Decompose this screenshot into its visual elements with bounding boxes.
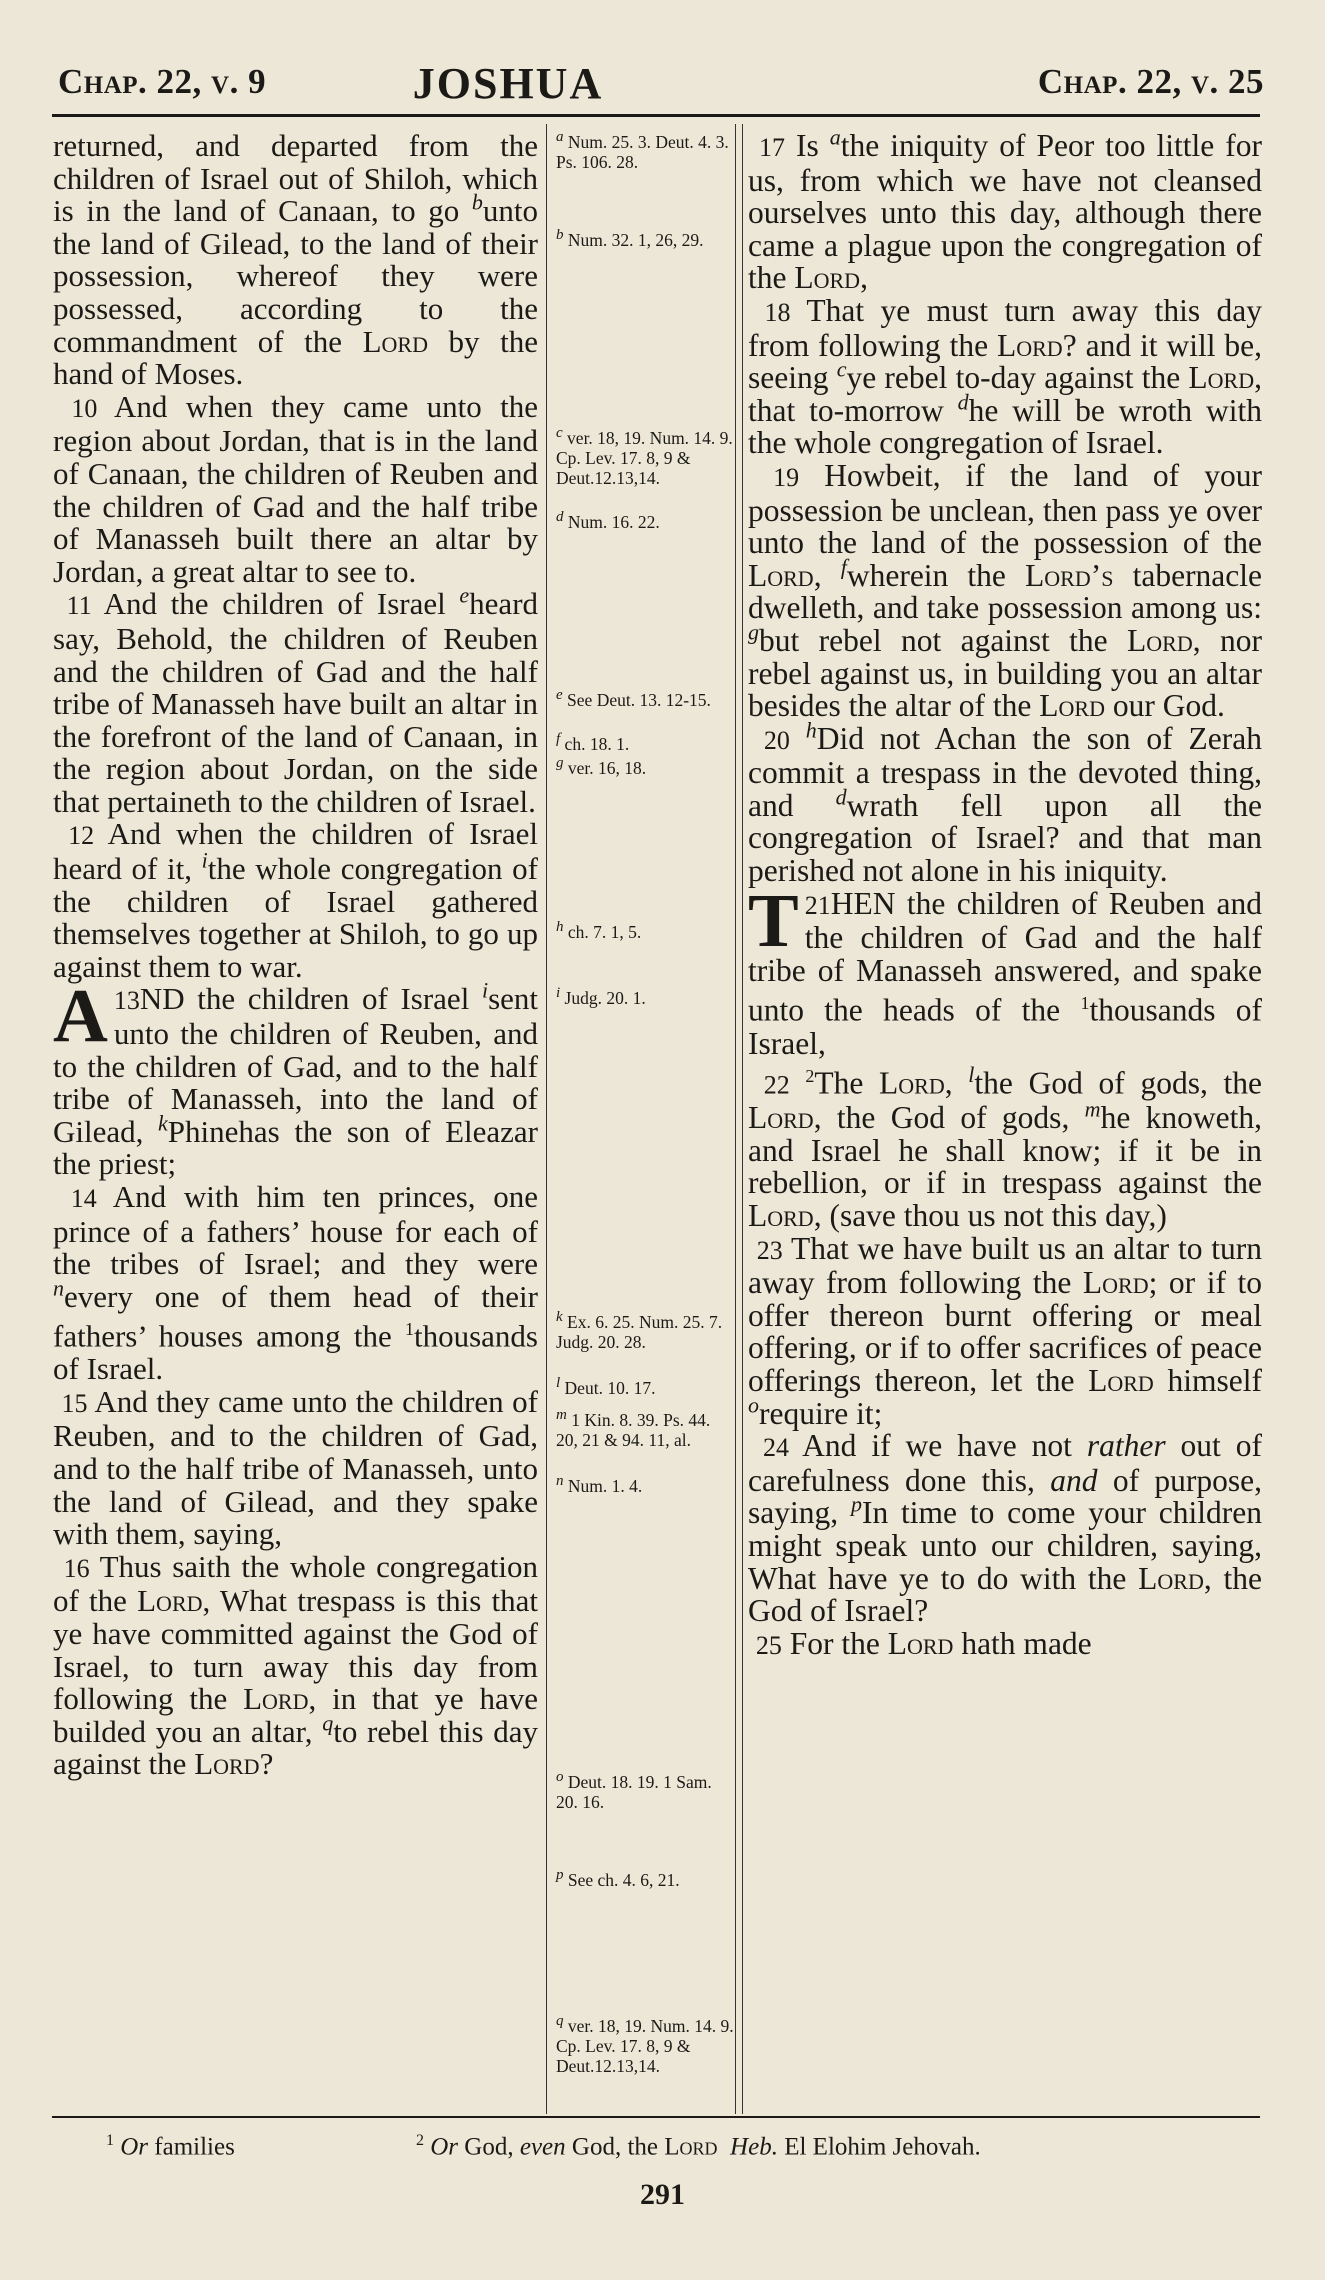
verse-12: 12 And when the children of Israel heard of it, $^i$the whole congregation of the children of Israel gathered themselves together at Shiloh, to go up against them to war. <box>53 816 539 984</box>
running-head <box>58 59 1264 117</box>
verse-22: 22 $^2$The Lord, $^l$the God of gods, the Lord, the God of gods, $^m$he knoweth, and Israel he shall know; if it be in rebellion, or if in trespass against the Lord, (save thou us not this day,) <box>748 1062 1262 1233</box>
drop-cap-t: T <box>748 878 799 963</box>
verse-23: 23 That we have built us an altar to turn away from following the Lord; or if to offer thereon burnt offering or meal offering, or if to offer sacrifices of peace offerings thereon, let the Lord himself $^o$require it; <box>748 1230 1262 1431</box>
drop-cap-a: A <box>53 974 108 1059</box>
ref-d: d Num. 16. 22. <box>556 509 660 532</box>
ref-q: q ver. 18, 19. Num. 14. 9. Cp. Lev. 17. 8, 9 & Deut.12.13,14. <box>556 2013 734 2076</box>
column-rule-right-b <box>742 124 743 2114</box>
verse-15: 15 And they came unto the children of Reuben, and to the children of Gad, and to the half tribe of Manasseh, unto the land of Gilead, and they spake with them, saying, <box>53 1383 538 1552</box>
ref-l: l Deut. 10. 17. <box>556 1375 656 1398</box>
ref-g: g ver. 16, 18. <box>556 755 647 778</box>
verse-16: 16 Thus saith the whole congregation of the Lord, What trespass is this that ye have committed against the God of Israel, to turn away this day from following the Lord, in that ye have builded you an altar, $^q$to rebel this day against the Lord? <box>53 1548 538 1782</box>
column-rule-left <box>546 124 547 2114</box>
text-column-left <box>53 130 538 1781</box>
footer-rule <box>52 2116 1260 2118</box>
header-chapter-left: Chap. 22, v. 9 <box>58 62 267 101</box>
verse-17: 17 Is $^a$the iniquity of Peor too little for us, from which we have not cleansed ourselves unto this day, although there came a plague upon the congregation of the Lord, <box>748 124 1263 296</box>
ref-f: f ch. 18. 1. <box>556 731 630 754</box>
column-rule-right-a <box>735 124 736 2114</box>
ref-a: a Num. 25. 3. Deut. 4. 3. Ps. 106. 28. <box>556 129 729 172</box>
verse-18: 18 That ye must turn away this day from following the Lord? and it will be, seeing $^c$ye rebel to-day against the Lord, that to-morrow $^d$he will be wroth with the whole congregation of Israel. <box>748 292 1263 461</box>
header-book-title: JOSHUA <box>412 59 604 108</box>
verse-25: 25 For the Lord hath made <box>755 1625 1092 1661</box>
ref-n: n Num. 1. 4. <box>556 1473 643 1496</box>
page-number: 291 <box>640 2178 685 2211</box>
header-chapter-right: Chap. 22, v. 25 <box>1037 62 1264 101</box>
verse-13: 13 A ND the children of Israel $^i$sent unto the children of Reuben, and to the children of Gad, and to the half tribe of Manasseh, into the land of Gilead, $^k$Phinehas the son of Eleazar the priest; <box>53 974 538 1182</box>
verse-11: 11 And the children of Israel $^e$heard say, Behold, the children of Reuben and the children of Gad and the half tribe of Manasseh have built an altar in the forefront of the land of Canaan, in the region about Jordan, on the side that pertaineth to the children of Israel. <box>53 582 539 819</box>
verse-21: 21 T HEN the children of Reuben and the children of Gad and the half tribe of Manasseh answered, and spake unto the heads of the $^1$thousands of Israel, <box>748 878 1262 1061</box>
header-rule <box>52 114 1260 117</box>
ref-p: p See ch. 4. 6, 21. <box>556 1867 680 1890</box>
verse-14: 14 And with him ten princes, one prince of a fathers’ house for each of the tribes of Israel; and they were $^n$every one of them head of their fathers’ houses among the $^1$thousands of Israel. <box>53 1179 539 1387</box>
ref-h: h ch. 7. 1, 5. <box>556 919 642 942</box>
verse-19: 19 Howbeit, if the land of your possession be unclean, then pass ye over unto the land of the possession of the Lord, $^f$wherein the Lord’s tabernacle dwelleth, and take possession among us: $^g$but rebel not against the Lord, nor rebel against us, in building you an altar besides the altar of the Lord our God. <box>748 457 1263 724</box>
verse-24: 24 And if we have not rather out of carefulness done this, and of purpose, saying, $^p$In time to come your children might speak unto our children, saying, What have ye to do with the Lord, the God of Israel? <box>748 1428 1263 1629</box>
verse-20: 20 $^h$Did not Achan the son of Zerah commit a trespass in the devoted thing, and $^d$wrath fell upon all the congregation of Israel? and that man perished not alone in his iniquity. <box>748 717 1263 889</box>
ref-b: b Num. 32. 1, 26, 29. <box>556 227 704 250</box>
verse-9-continuation: returned, and departed from the children of Israel out of Shiloh, which is in the land of Canaan, to go $^b$unto the land of Gilead, to the land of their possession, whereof they were possessed, according to the commandment of the Lord by the hand of Moses. <box>53 128 538 392</box>
ref-m: m 1 Kin. 8. 39. Ps. 44. 20, 21 & 94. 11, al. <box>556 1407 711 1450</box>
footnote-2: $^2$ Or God, even God, the Lord Heb. El Elohim Jehovah. <box>416 2132 981 2161</box>
ref-c: c ver. 18, 19. Num. 14. 9. Cp. Lev. 17. 8, 9 & Deut.12.13,14. <box>556 425 733 488</box>
ref-e: e See Deut. 13. 12-15. <box>556 687 711 710</box>
verse-10: 10 And when they came unto the region about Jordan, that is in the land of Canaan, the children of Reuben and the children of Gad and the half tribe of Manasseh built there an altar by Jordan, a great altar to see to. <box>53 388 539 589</box>
footnote-1: $^1$ Or families <box>106 2132 235 2161</box>
ref-i: i Judg. 20. 1. <box>556 985 646 1008</box>
ref-o: o Deut. 18. 19. 1 Sam. 20. 16. <box>556 1769 712 1812</box>
text-column-right <box>748 124 1263 1662</box>
ref-k: k Ex. 6. 25. Num. 25. 7. Judg. 20. 28. <box>556 1309 723 1352</box>
